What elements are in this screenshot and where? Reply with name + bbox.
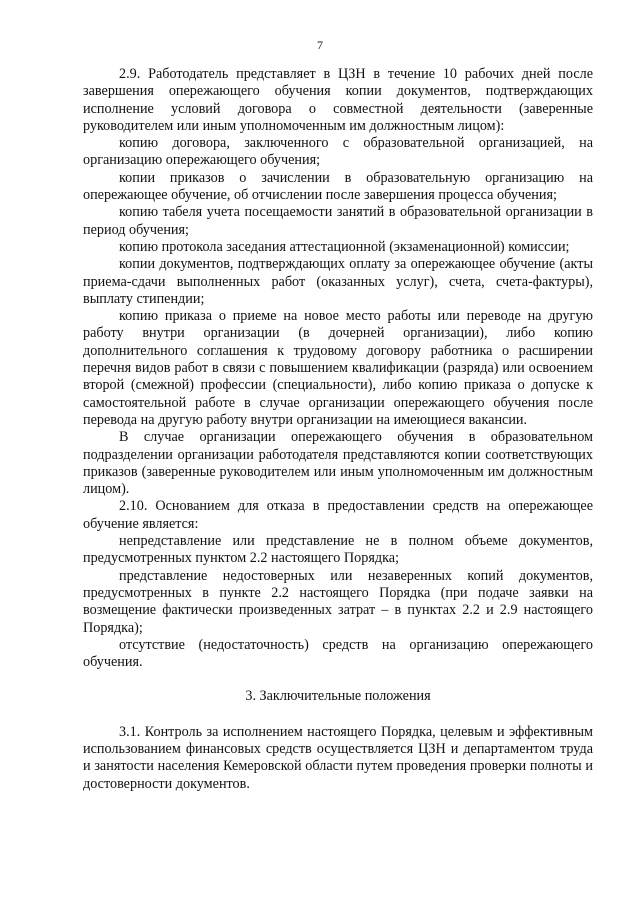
list-item-payment-documents: копии документов, подтверждающих оплату за опережающее обучение (акты приема-сдачи выполненных работ (оказанных услуг), счета, счета-фактуры), выплату стипендии; — [83, 256, 593, 307]
paragraph-2-10: 2.10. Основанием для отказа в предоставлении средств на опережающее обучение является: — [83, 498, 593, 532]
page-number: 7 — [317, 38, 323, 52]
refusal-reason-lack-of-funds: отсутствие (недостаточность) средств на организацию опережающего обучения. — [83, 636, 593, 671]
list-item-attendance-sheet: копию табеля учета посещаемости занятий в образовательной организации в период обучения; — [83, 204, 593, 238]
paragraph-3-1: 3.1. Контроль за исполнением настоящего Порядка, целевым и эффективным использованием финансовых средств осуществляется ЦЗН и департаментом труда и занятости населения Кемеровской области путем проведения проверки полноты и достоверности документов. — [83, 723, 593, 792]
list-item-hiring-order: копию приказа о приеме на новое место работы или переводе на другую работу внутри организации (в дочерней организации), либо копию дополнительного соглашения к трудовому договору работника о расширении перечня видов работ в связи с повышением квалификации (разряда) или освоением второй (смежной) профессии (специальности), либо копию приказа о допуске к самостоятельной работе в случае организации опережающего обучения после перевода на другую работу внутри организации на имеющиеся вакансии. — [83, 308, 593, 428]
list-item-contract-copy: копию договора, заключенного с образовательной организацией, на организацию опережающего обучения; — [83, 135, 593, 169]
refusal-reason-invalid-copies: представление недостоверных или незаверенных копий документов, предусмотренных в пункте 2.2 настоящего Порядка (при подаче заявки на возмещение фактически произведенных затрат – в пунктах 2.2 и 2.9 настоящего Порядка); — [83, 567, 593, 636]
list-item-enrollment-orders: копии приказов о зачислении в образовательную организацию на опережающее обучение, об отчислении после завершения процесса обучения; — [83, 169, 593, 204]
paragraph-2-9: 2.9. Работодатель представляет в ЦЗН в течение 10 рабочих дней после завершения опережающего обучения копии документов, подтверждающих исполнение условий договора о совместной деятельности (заверенные руководителем или иным уполномоченным им должностным лицом): — [83, 66, 593, 134]
refusal-reason-incomplete-documents: непредставление или представление не в полном объеме документов, предусмотренных пунктом 2.2 настоящего Порядка; — [83, 533, 593, 567]
paragraph-internal-training: В случае организации опережающего обучения в образовательном подразделении организации работодателя представляются копии соответствующих приказов (заверенные руководителем или иным уполномоченным им должностным лицом). — [83, 429, 593, 498]
list-item-commission-protocol: копию протокола заседания аттестационной (экзаменационной) комиссии; — [119, 238, 570, 255]
document-body — [83, 66, 593, 793]
section-heading: 3. Заключительные положения — [245, 688, 431, 705]
